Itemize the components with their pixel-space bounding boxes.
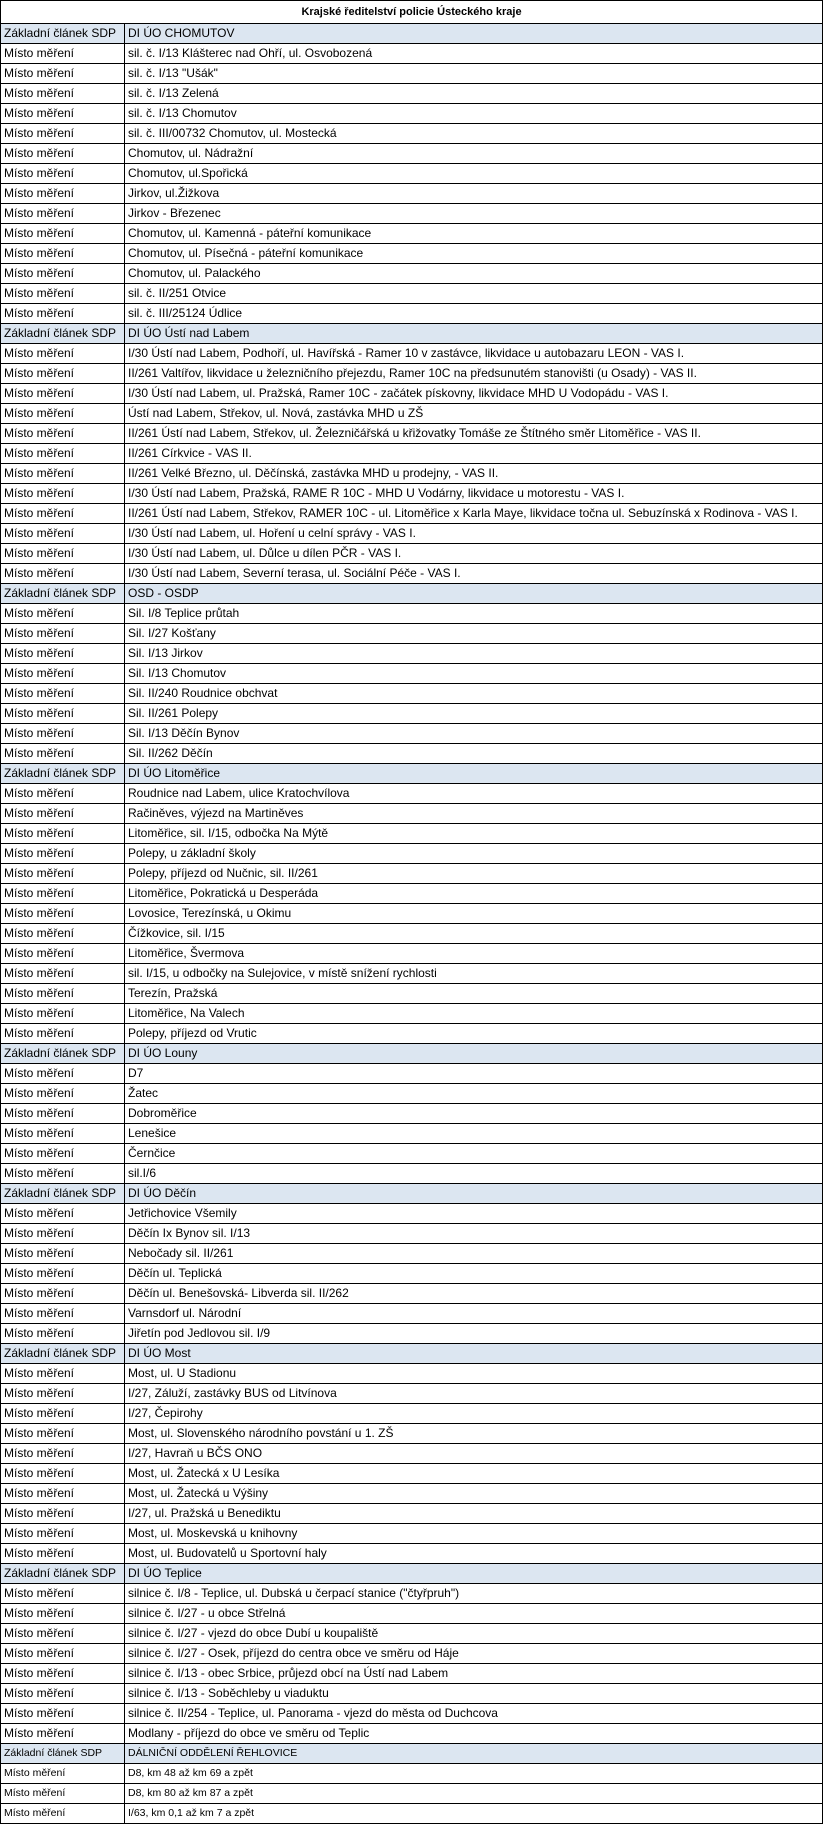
table-row: [1, 884, 823, 904]
row-label: Místo měření: [1, 1624, 125, 1644]
row-label: Místo měření: [1, 724, 125, 744]
row-label: Místo měření: [1, 344, 125, 364]
section-name: DI ÚO Ústí nad Labem: [125, 324, 823, 344]
row-label: Místo měření: [1, 464, 125, 484]
table-row: [1, 604, 823, 624]
table-row: [1, 404, 823, 424]
row-label: Místo měření: [1, 1424, 125, 1444]
location-cell: Most, ul. Slovenského národního povstání u 1. ZŠ: [125, 1424, 823, 1444]
row-label: Místo měření: [1, 924, 125, 944]
table-row: [1, 1104, 823, 1124]
table-row: [1, 1764, 823, 1784]
table-row: [1, 1224, 823, 1244]
section-header-row: [1, 1044, 823, 1064]
table-row: [1, 1584, 823, 1604]
table-row: [1, 1244, 823, 1264]
location-cell: silnice č. I/13 - Soběchleby u viaduktu: [125, 1684, 823, 1704]
row-label: Místo měření: [1, 1784, 125, 1804]
location-cell: Sil. I/8 Teplice průtah: [125, 604, 823, 624]
table-row: [1, 124, 823, 144]
row-label: Místo měření: [1, 1364, 125, 1384]
row-label: Místo měření: [1, 144, 125, 164]
table-row: [1, 504, 823, 524]
table-row: [1, 284, 823, 304]
table-row: [1, 744, 823, 764]
location-cell: Most, ul. Žatecká u Výšiny: [125, 1484, 823, 1504]
section-header-label: Základní článek SDP: [1, 1044, 125, 1064]
location-cell: I/30 Ústí nad Labem, Podhoří, ul. Havířská - Ramer 10 v zastávce, likvidace u autobazaru LEON - VAS I.: [125, 344, 823, 364]
location-cell: D7: [125, 1064, 823, 1084]
row-label: Místo měření: [1, 964, 125, 984]
location-cell: Jirkov - Březenec: [125, 204, 823, 224]
row-label: Místo měření: [1, 1404, 125, 1424]
table-row: [1, 1524, 823, 1544]
location-cell: Jiřetín pod Jedlovou sil. I/9: [125, 1324, 823, 1344]
table-row: [1, 1284, 823, 1304]
location-cell: Děčín Ix Bynov sil. I/13: [125, 1224, 823, 1244]
row-label: Místo měření: [1, 1664, 125, 1684]
location-cell: Lovosice, Terezínská, u Okimu: [125, 904, 823, 924]
section-header-label: Základní článek SDP: [1, 1744, 125, 1764]
location-cell: Most, ul. Budovatelů u Sportovní haly: [125, 1544, 823, 1564]
location-cell: Ústí nad Labem, Střekov, ul. Nová, zastávka MHD u ZŠ: [125, 404, 823, 424]
table-row: [1, 1544, 823, 1564]
row-label: Místo měření: [1, 1444, 125, 1464]
row-label: Místo měření: [1, 664, 125, 684]
row-label: Místo měření: [1, 1584, 125, 1604]
location-cell: I/30 Ústí nad Labem, Pražská, RAME R 10C - MHD U Vodárny, likvidace u motorestu - VAS I.: [125, 484, 823, 504]
row-label: Místo měření: [1, 644, 125, 664]
row-label: Místo měření: [1, 1264, 125, 1284]
location-cell: I/30 Ústí nad Labem, ul. Důlce u dílen PČR - VAS I.: [125, 544, 823, 564]
table-row: [1, 424, 823, 444]
location-cell: Sil. II/262 Děčín: [125, 744, 823, 764]
row-label: Místo měření: [1, 904, 125, 924]
row-label: Místo měření: [1, 1704, 125, 1724]
section-header-label: Základní článek SDP: [1, 24, 125, 44]
row-label: Místo měření: [1, 704, 125, 724]
location-cell: silnice č. I/13 - obec Srbice, průjezd obcí na Ústí nad Labem: [125, 1664, 823, 1684]
row-label: Místo měření: [1, 1004, 125, 1024]
table-row: [1, 464, 823, 484]
table-row: [1, 524, 823, 544]
location-cell: I/27, Čepirohy: [125, 1404, 823, 1424]
row-label: Místo měření: [1, 1164, 125, 1184]
row-label: Místo měření: [1, 1144, 125, 1164]
table-row: [1, 224, 823, 244]
table-row: [1, 204, 823, 224]
row-label: Místo měření: [1, 744, 125, 764]
table-row: [1, 684, 823, 704]
section-name: DI ÚO CHOMUTOV: [125, 24, 823, 44]
row-label: Místo měření: [1, 104, 125, 124]
table-row: [1, 1384, 823, 1404]
row-label: Místo měření: [1, 1504, 125, 1524]
location-cell: sil. č. I/13 Chomutov: [125, 104, 823, 124]
table-row: [1, 564, 823, 584]
location-cell: Děčín ul. Teplická: [125, 1264, 823, 1284]
table-row: [1, 1684, 823, 1704]
row-label: Místo měření: [1, 1224, 125, 1244]
location-cell: Žatec: [125, 1084, 823, 1104]
location-cell: I/27, ul. Pražská u Benediktu: [125, 1504, 823, 1524]
location-cell: Litoměřice, Švermova: [125, 944, 823, 964]
table-row: [1, 164, 823, 184]
table-row: [1, 364, 823, 384]
row-label: Místo měření: [1, 944, 125, 964]
table-row: [1, 1724, 823, 1744]
row-label: Místo měření: [1, 404, 125, 424]
table-row: [1, 924, 823, 944]
row-label: Místo měření: [1, 804, 125, 824]
table-row: [1, 64, 823, 84]
table-row: [1, 1664, 823, 1684]
row-label: Místo měření: [1, 1484, 125, 1504]
row-label: Místo měření: [1, 1304, 125, 1324]
table-row: [1, 344, 823, 364]
row-label: Místo měření: [1, 44, 125, 64]
table-row: [1, 1264, 823, 1284]
table-row: [1, 944, 823, 964]
row-label: Místo měření: [1, 1764, 125, 1784]
row-label: Místo měření: [1, 64, 125, 84]
row-label: Místo měření: [1, 1204, 125, 1224]
section-header-row: [1, 324, 823, 344]
location-cell: Černčice: [125, 1144, 823, 1164]
location-cell: Sil. I/27 Košťany: [125, 624, 823, 644]
row-label: Místo měření: [1, 1084, 125, 1104]
row-label: Místo měření: [1, 1724, 125, 1744]
location-cell: Most, ul. U Stadionu: [125, 1364, 823, 1384]
row-label: Místo měření: [1, 1244, 125, 1264]
table-title-row: [1, 1, 823, 24]
table-row: [1, 184, 823, 204]
section-header-row: [1, 1344, 823, 1364]
row-label: Místo měření: [1, 1544, 125, 1564]
table-row: [1, 1304, 823, 1324]
location-cell: sil. č. III/25124 Údlice: [125, 304, 823, 324]
location-cell: Chomutov, ul. Kamenná - páteřní komunikace: [125, 224, 823, 244]
location-cell: sil.I/6: [125, 1164, 823, 1184]
location-cell: II/261 Ústí nad Labem, Střekov, ul. Železničářská u křižovatky Tomáše ze Štítného směr Litoměřice - VAS II.: [125, 424, 823, 444]
row-label: Místo měření: [1, 624, 125, 644]
table-row: [1, 1124, 823, 1144]
table-row: [1, 864, 823, 884]
location-cell: I/27, Záluží, zastávky BUS od Litvínova: [125, 1384, 823, 1404]
row-label: Místo měření: [1, 1064, 125, 1084]
section-header-row: [1, 1184, 823, 1204]
row-label: Místo měření: [1, 844, 125, 864]
section-header-row: [1, 24, 823, 44]
location-cell: II/261 Církvice - VAS II.: [125, 444, 823, 464]
table-row: [1, 1504, 823, 1524]
location-cell: II/261 Velké Březno, ul. Děčínská, zastávka MHD u prodejny, - VAS II.: [125, 464, 823, 484]
table-row: [1, 964, 823, 984]
row-label: Místo měření: [1, 784, 125, 804]
table-row: [1, 784, 823, 804]
row-label: Místo měření: [1, 224, 125, 244]
location-cell: I/27, Havraň u BČS ONO: [125, 1444, 823, 1464]
section-name: DI ÚO Most: [125, 1344, 823, 1364]
table-row: [1, 264, 823, 284]
table-row: [1, 644, 823, 664]
table-row: [1, 804, 823, 824]
row-label: Místo měření: [1, 1804, 125, 1824]
table-row: [1, 304, 823, 324]
location-cell: Sil. I/13 Chomutov: [125, 664, 823, 684]
row-label: Místo měření: [1, 284, 125, 304]
table-row: [1, 44, 823, 64]
location-cell: Most, ul. Žatecká x U Lesíka: [125, 1464, 823, 1484]
section-name: DI ÚO Teplice: [125, 1564, 823, 1584]
location-cell: Terezín, Pražská: [125, 984, 823, 1004]
section-header-label: Základní článek SDP: [1, 1344, 125, 1364]
location-cell: Varnsdorf ul. Národní: [125, 1304, 823, 1324]
table-title: Krajské ředitelství policie Ústeckého kraje: [1, 1, 823, 24]
section-header-row: [1, 764, 823, 784]
location-cell: Děčín ul. Benešovská- Libverda sil. II/262: [125, 1284, 823, 1304]
table-row: [1, 624, 823, 644]
section-header-label: Základní článek SDP: [1, 1564, 125, 1584]
location-cell: silnice č. I/27 - vjezd do obce Dubí u koupaliště: [125, 1624, 823, 1644]
row-label: Místo měření: [1, 264, 125, 284]
table-row: [1, 1004, 823, 1024]
row-label: Místo měření: [1, 984, 125, 1004]
row-label: Místo měření: [1, 1124, 125, 1144]
row-label: Místo měření: [1, 1324, 125, 1344]
row-label: Místo měření: [1, 684, 125, 704]
section-header-row: [1, 1744, 823, 1764]
table-row: [1, 1604, 823, 1624]
location-cell: Račiněves, výjezd na Martiněves: [125, 804, 823, 824]
location-cell: Sil. I/13 Děčín Bynov: [125, 724, 823, 744]
location-cell: Dobroměřice: [125, 1104, 823, 1124]
location-cell: Litoměřice, sil. I/15, odbočka Na Mýtě: [125, 824, 823, 844]
table-row: [1, 704, 823, 724]
row-label: Místo měření: [1, 204, 125, 224]
row-label: Místo měření: [1, 244, 125, 264]
table-row: [1, 1144, 823, 1164]
location-cell: Litoměřice, Pokratická u Desperáda: [125, 884, 823, 904]
table-row: [1, 1324, 823, 1344]
location-cell: sil. č. II/251 Otvice: [125, 284, 823, 304]
location-cell: I/63, km 0,1 až km 7 a zpět: [125, 1804, 823, 1824]
section-header-label: Základní článek SDP: [1, 584, 125, 604]
row-label: Místo měření: [1, 504, 125, 524]
row-label: Místo měření: [1, 384, 125, 404]
location-cell: II/261 Ústí nad Labem, Střekov, RAMER 10C - ul. Litoměřice x Karla Maye, likvidace točna ul. Sebuzínská x Rodinova - VAS I.: [125, 504, 823, 524]
section-name: OSD - OSDP: [125, 584, 823, 604]
table-row: [1, 984, 823, 1004]
table-row: [1, 84, 823, 104]
table-row: [1, 1784, 823, 1804]
location-cell: Chomutov, ul.Spořická: [125, 164, 823, 184]
row-label: Místo měření: [1, 824, 125, 844]
row-label: Místo měření: [1, 524, 125, 544]
table-row: [1, 1084, 823, 1104]
table-row: [1, 1644, 823, 1664]
row-label: Místo měření: [1, 424, 125, 444]
table-row: [1, 1624, 823, 1644]
table-row: [1, 824, 823, 844]
table-row: [1, 844, 823, 864]
row-label: Místo měření: [1, 1644, 125, 1664]
location-cell: Modlany - příjezd do obce ve směru od Teplic: [125, 1724, 823, 1744]
table-row: [1, 1464, 823, 1484]
location-cell: I/30 Ústí nad Labem, ul. Pražská, Ramer 10C - začátek pískovny, likvidace MHD U Vodopádu - VAS I.: [125, 384, 823, 404]
location-cell: I/30 Ústí nad Labem, ul. Hoření u celní správy - VAS I.: [125, 524, 823, 544]
section-header-label: Základní článek SDP: [1, 1184, 125, 1204]
table-row: [1, 1444, 823, 1464]
row-label: Místo měření: [1, 1384, 125, 1404]
table-row: [1, 1424, 823, 1444]
location-cell: Lenešice: [125, 1124, 823, 1144]
location-cell: sil. č. III/00732 Chomutov, ul. Mostecká: [125, 124, 823, 144]
table-row: [1, 244, 823, 264]
table-row: [1, 104, 823, 124]
table-row: [1, 1164, 823, 1184]
table-row: [1, 1364, 823, 1384]
row-label: Místo měření: [1, 544, 125, 564]
table-row: [1, 1484, 823, 1504]
location-cell: I/30 Ústí nad Labem, Severní terasa, ul. Sociální Péče - VAS I.: [125, 564, 823, 584]
section-header-label: Základní článek SDP: [1, 764, 125, 784]
location-cell: sil. č. I/13 "Ušák": [125, 64, 823, 84]
table-row: [1, 384, 823, 404]
location-cell: Polepy, příjezd od Nučnic, sil. II/261: [125, 864, 823, 884]
row-label: Místo měření: [1, 184, 125, 204]
row-label: Místo měření: [1, 1464, 125, 1484]
location-cell: Polepy, příjezd od Vrutic: [125, 1024, 823, 1044]
table-row: [1, 1204, 823, 1224]
section-name: DI ÚO Louny: [125, 1044, 823, 1064]
location-cell: Roudnice nad Labem, ulice Kratochvílova: [125, 784, 823, 804]
location-cell: Chomutov, ul. Písečná - páteřní komunikace: [125, 244, 823, 264]
table-row: [1, 1024, 823, 1044]
location-cell: Čížkovice, sil. I/15: [125, 924, 823, 944]
location-cell: Litoměřice, Na Valech: [125, 1004, 823, 1024]
row-label: Místo měření: [1, 444, 125, 464]
location-cell: Chomutov, ul. Palackého: [125, 264, 823, 284]
table-body: [1, 1, 823, 1824]
table-row: [1, 664, 823, 684]
row-label: Místo měření: [1, 884, 125, 904]
location-cell: Sil. II/240 Roudnice obchvat: [125, 684, 823, 704]
table-row: [1, 484, 823, 504]
table-row: [1, 444, 823, 464]
location-cell: sil. č. I/13 Zelená: [125, 84, 823, 104]
table-row: [1, 1064, 823, 1084]
row-label: Místo měření: [1, 1104, 125, 1124]
table-row: [1, 904, 823, 924]
table-row: [1, 144, 823, 164]
location-cell: II/261 Valtířov, likvidace u železničního přejezdu, Ramer 10C na předsunutém stanovišti (u Osady) - VAS II.: [125, 364, 823, 384]
location-cell: sil. č. I/13 Klášterec nad Ohří, ul. Osvobozená: [125, 44, 823, 64]
location-cell: Chomutov, ul. Nádražní: [125, 144, 823, 164]
location-cell: Nebočady sil. II/261: [125, 1244, 823, 1264]
section-header-label: Základní článek SDP: [1, 324, 125, 344]
row-label: Místo měření: [1, 1524, 125, 1544]
table-row: [1, 724, 823, 744]
row-label: Místo měření: [1, 164, 125, 184]
location-cell: silnice č. I/27 - Osek, příjezd do centra obce ve směru od Háje: [125, 1644, 823, 1664]
row-label: Místo měření: [1, 124, 125, 144]
location-cell: D8, km 80 až km 87 a zpět: [125, 1784, 823, 1804]
section-name: DI ÚO Litoměřice: [125, 764, 823, 784]
table-row: [1, 544, 823, 564]
row-label: Místo měření: [1, 864, 125, 884]
row-label: Místo měření: [1, 304, 125, 324]
row-label: Místo měření: [1, 1684, 125, 1704]
section-header-row: [1, 584, 823, 604]
location-cell: Jirkov, ul.Žižkova: [125, 184, 823, 204]
table-row: [1, 1404, 823, 1424]
table-row: [1, 1704, 823, 1724]
row-label: Místo měření: [1, 84, 125, 104]
row-label: Místo měření: [1, 364, 125, 384]
location-cell: silnice č. I/8 - Teplice, ul. Dubská u čerpací stanice ("čtyřpruh"): [125, 1584, 823, 1604]
location-cell: D8, km 48 až km 69 a zpět: [125, 1764, 823, 1784]
section-name: DÁLNIČNÍ ODDĚLENÍ ŘEHLOVICE: [125, 1744, 823, 1764]
row-label: Místo měření: [1, 1284, 125, 1304]
row-label: Místo měření: [1, 1604, 125, 1624]
row-label: Místo měření: [1, 564, 125, 584]
location-cell: sil. I/15, u odbočky na Sulejovice, v místě snížení rychlosti: [125, 964, 823, 984]
row-label: Místo měření: [1, 1024, 125, 1044]
row-label: Místo měření: [1, 604, 125, 624]
row-label: Místo měření: [1, 484, 125, 504]
location-cell: silnice č. I/27 - u obce Střelná: [125, 1604, 823, 1624]
section-header-row: [1, 1564, 823, 1584]
location-cell: Sil. II/261 Polepy: [125, 704, 823, 724]
location-cell: Polepy, u základní školy: [125, 844, 823, 864]
location-cell: Most, ul. Moskevská u knihovny: [125, 1524, 823, 1544]
section-name: DI ÚO Děčín: [125, 1184, 823, 1204]
location-cell: silnice č. II/254 - Teplice, ul. Panorama - vjezd do města od Duchcova: [125, 1704, 823, 1724]
location-cell: Jetřichovice Všemily: [125, 1204, 823, 1224]
location-cell: Sil. I/13 Jirkov: [125, 644, 823, 664]
